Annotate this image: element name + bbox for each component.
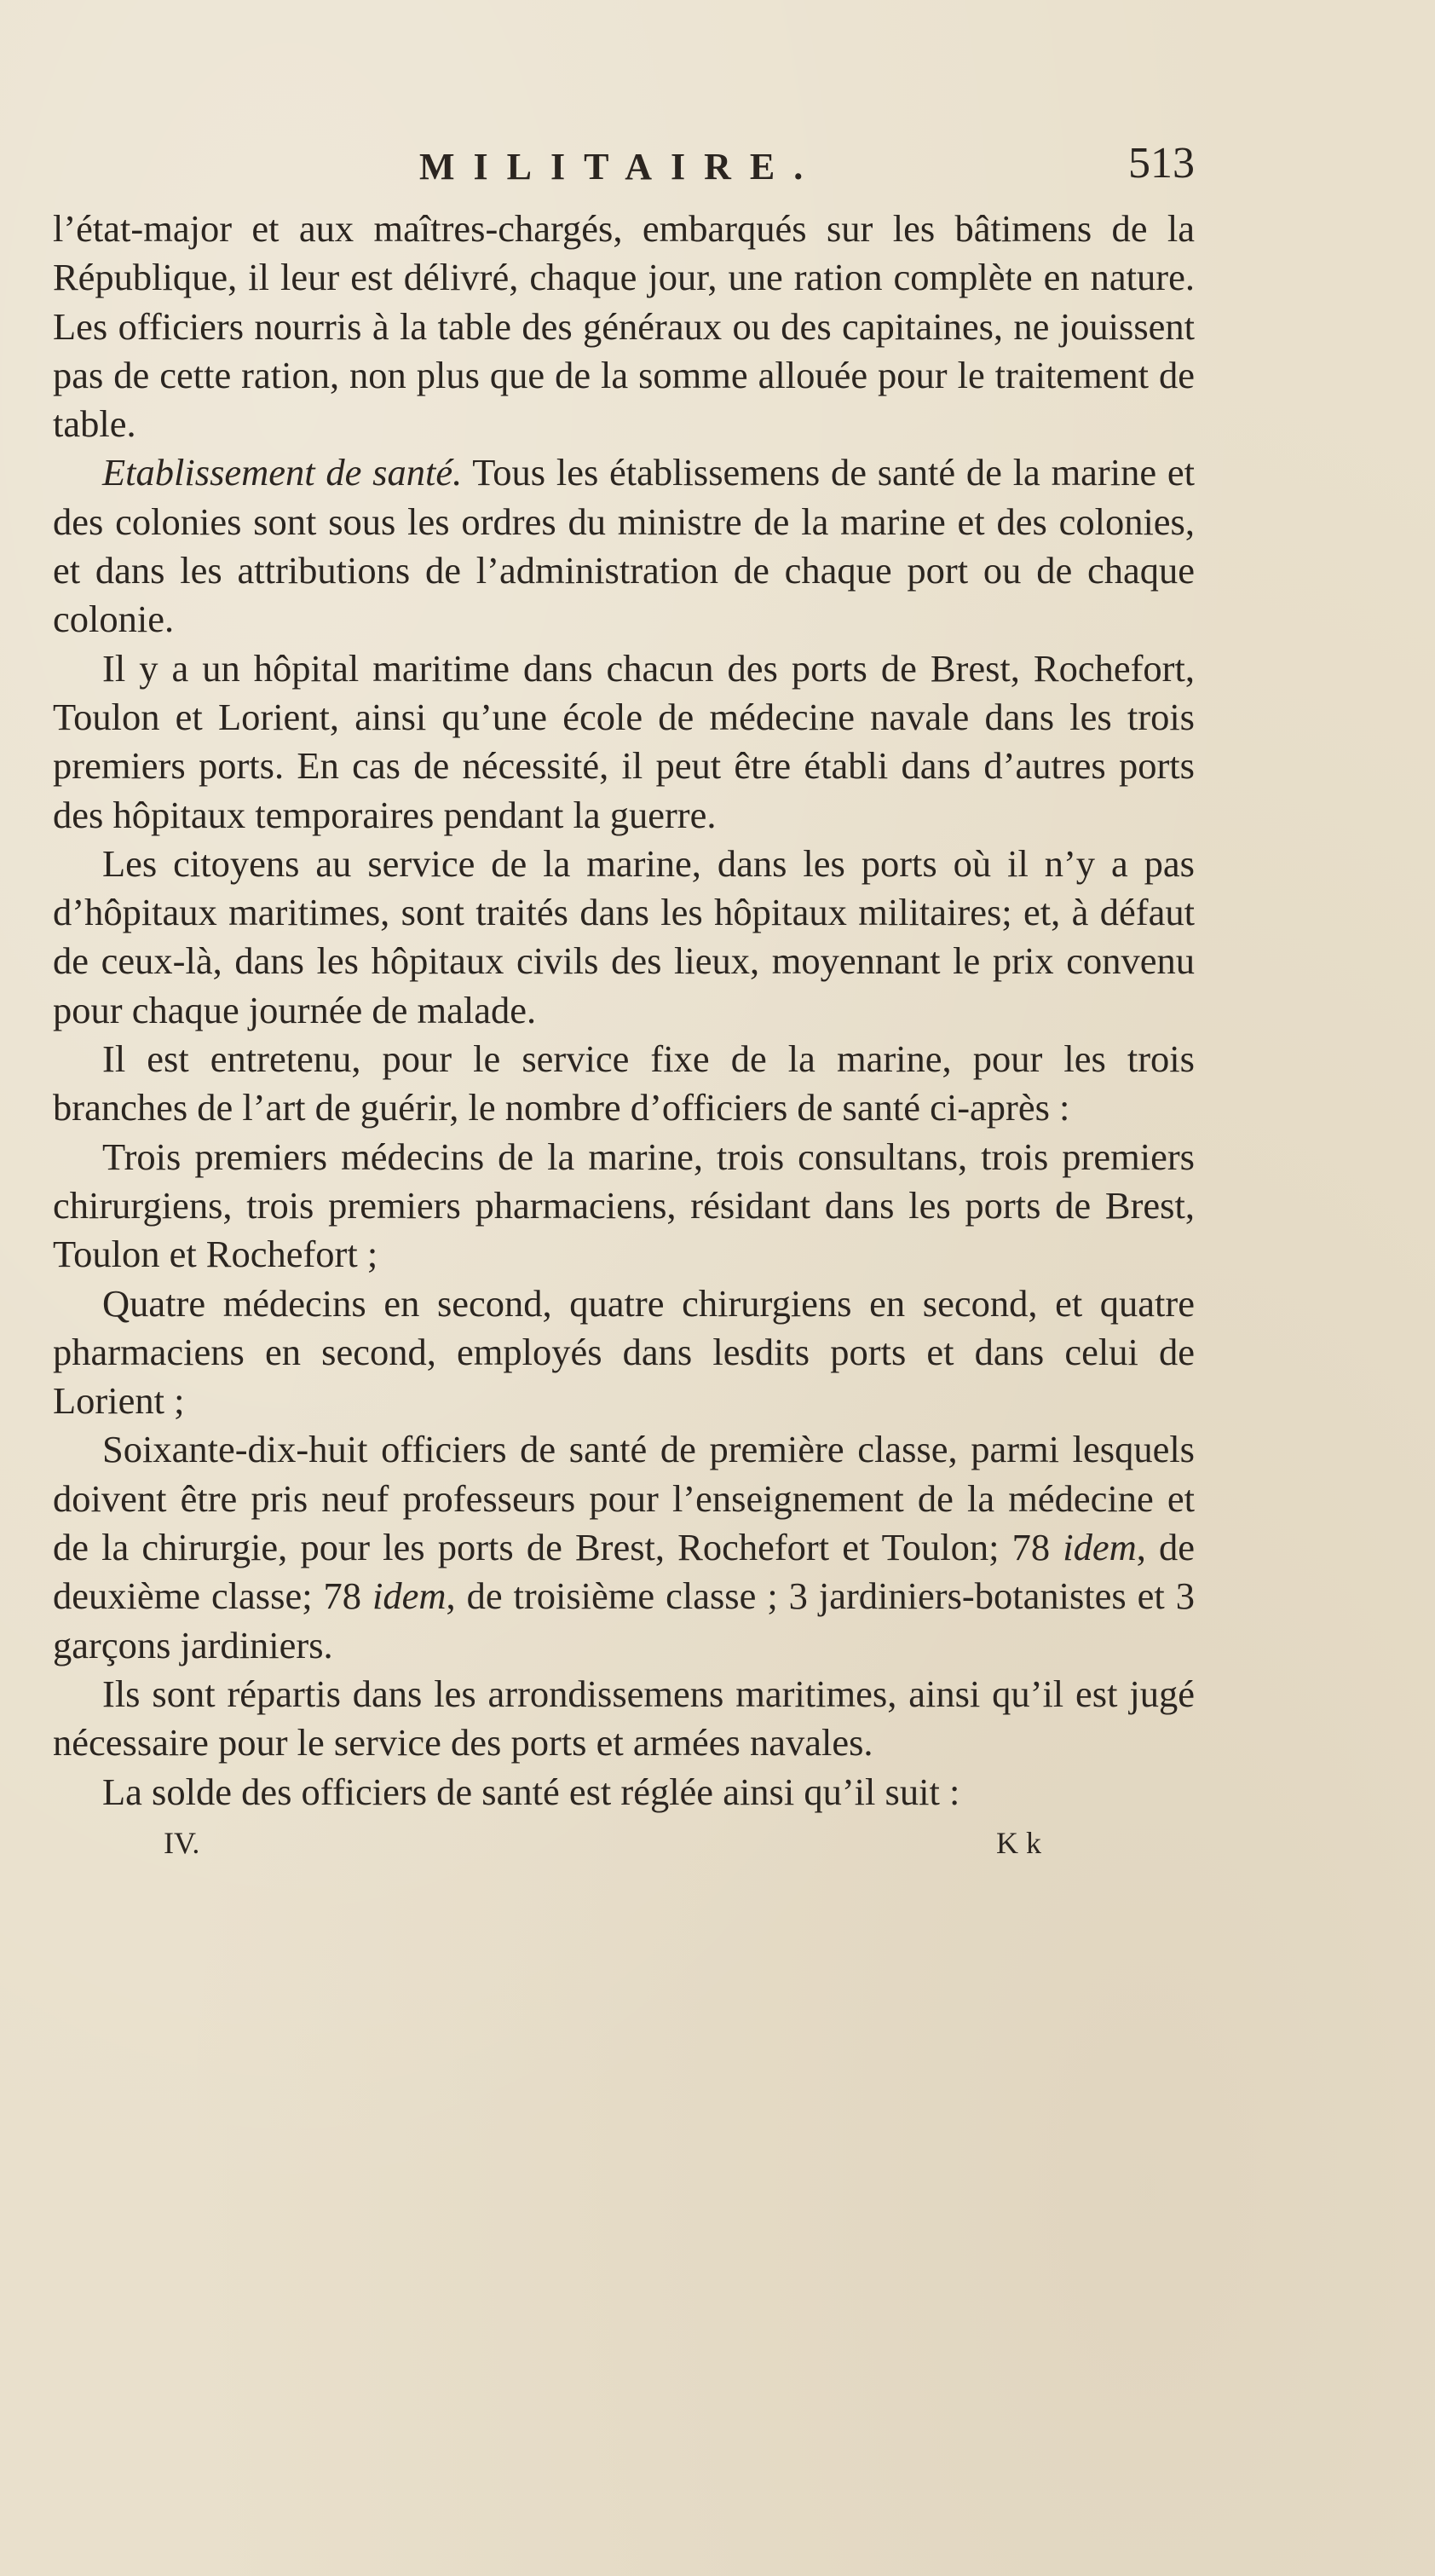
page-number: 513 bbox=[1128, 139, 1195, 188]
section-heading: Etablissement de santé. bbox=[102, 451, 463, 494]
running-title: MILITAIRE. bbox=[419, 146, 822, 188]
paragraph-2-text: Tous les établissemens de santé de la marine et des colonies sont sous les ordres du ministre de la marine et des colonies, et dans les attributions de l’administration de chaque port ou de chaque colonie. bbox=[53, 451, 1195, 641]
signature-volume: IV. bbox=[164, 1825, 200, 1860]
idem-1: idem bbox=[1063, 1526, 1137, 1569]
paragraph-7: Quatre médecins en second, quatre chirurgiens en second, et quatre pharmaciens en second, employés dans lesdits ports et dans celui de Lorient ; bbox=[53, 1281, 1195, 1423]
paragraph-8 bbox=[53, 1425, 1195, 1669]
paragraph-5: Il est entretenu, pour le service fixe de la marine, pour les trois branches de l’art de guérir, le nombre d’officiers de santé ci-après : bbox=[53, 1037, 1195, 1129]
paragraph-10: La solde des officiers de santé est réglée ainsi qu’il suit : bbox=[102, 1770, 960, 1813]
paragraph-6: Trois premiers médecins de la marine, trois consultans, trois premiers chirurgiens, trois premiers pharmaciens, résidant dans les ports de Brest, Toulon et Rochefort ; bbox=[53, 1135, 1195, 1276]
idem-2: idem bbox=[372, 1574, 447, 1618]
paragraph-8-part-b: , de deuxième classe; 78 bbox=[53, 1526, 1195, 1618]
body-text bbox=[53, 205, 1195, 1816]
page-footer bbox=[53, 1825, 1195, 1876]
paragraph-1: l’état-major et aux maîtres-chargés, embarqués sur les bâtimens de la République, il leur est délivré, chaque jour, une ration complète en nature. Les officiers nourris à la table des généraux ou des capitaines, ne jouissent pas de cette ration, non plus que de la somme allouée pour le traitement de table. bbox=[53, 207, 1195, 446]
signature-mark: K k bbox=[996, 1825, 1041, 1860]
paragraph-8-part-c: , de troisième classe ; 3 jardiniers-botanistes et 3 garçons jardiniers. bbox=[53, 1574, 1195, 1666]
paragraph-3: Il y a un hôpital maritime dans chacun des ports de Brest, Rochefort, Toulon et Lorient, ainsi qu’une école de médecine navale dans les trois premiers ports. En cas de nécessité, il peut être établi dans d’autres ports des hôpitaux temporaires pendant la guerre. bbox=[53, 646, 1195, 836]
paragraph-4: Les citoyens au service de la marine, dans les ports où il n’y a pas d’hôpitaux maritimes, sont traités dans les hôpitaux militaires; et, à défaut de ceux-là, dans les hôpitaux civils des lieux, moyennant le prix convenu pour chaque journée de malade. bbox=[53, 841, 1195, 1031]
book-page bbox=[53, 128, 1195, 1876]
paragraph-2 bbox=[53, 448, 1195, 644]
paragraph-8-part-a: Soixante-dix-huit officiers de santé de première classe, parmi lesquels doivent être pris neuf professeurs pour l’enseignement de la médecine et de la chirurgie, pour les ports de Brest, Rochefort et Toulon; 78 bbox=[53, 1428, 1195, 1569]
running-head bbox=[53, 128, 1195, 205]
paragraph-9: Ils sont répartis dans les arrondissemens maritimes, ainsi qu’il est jugé nécessaire pour le service des ports et armées navales. bbox=[53, 1672, 1195, 1765]
